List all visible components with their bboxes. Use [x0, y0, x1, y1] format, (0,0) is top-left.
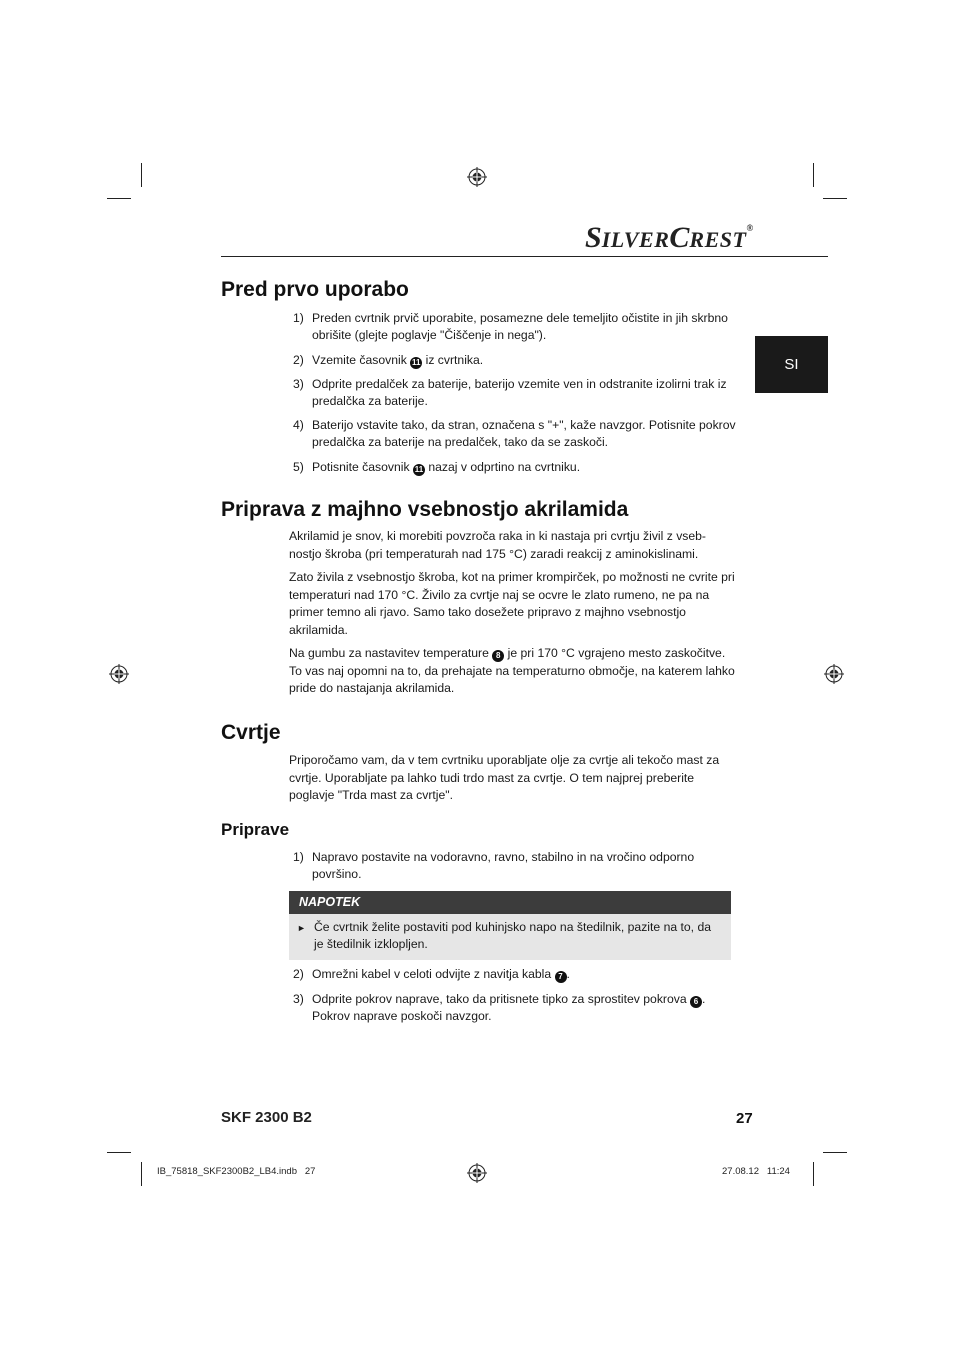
- crop-mark: [813, 163, 814, 187]
- paragraph: [289, 752, 735, 805]
- registration-mark-icon: [467, 1163, 487, 1183]
- crop-mark: [141, 1162, 142, 1186]
- brand-logo: [585, 221, 754, 254]
- print-slug-date: 27.08.12 11:24: [722, 1166, 790, 1177]
- paragraph-text: Akrilamid je snov, ki morebiti povzroča raka in ki nastaja pri cvrtju živil z vseb-nostjo škroba (pri temperaturah nad 175 °C) zaradi reakcij z aminokislinami.: [289, 529, 706, 561]
- crop-mark: [823, 198, 847, 199]
- crop-mark: [107, 198, 131, 199]
- item-text: Omrežni kabel v celoti odvijte z navitja kabla: [312, 967, 552, 981]
- brand-text: ILVER: [601, 227, 670, 252]
- arrow-bullet-icon: ►: [297, 923, 306, 933]
- item-text: Napravo postavite na vodoravno, ravno, stabilno in na vročino odporno površino.: [312, 850, 695, 881]
- registration-mark-icon: [109, 664, 129, 684]
- part-reference-icon: 11: [414, 465, 424, 474]
- note-box: [289, 914, 731, 960]
- item-text: . Pokrov naprave poskoči navzgor.: [312, 992, 706, 1023]
- item-text: Odprite pokrov naprave, tako da pritisnete tipko za sprostitev pokrova: [312, 992, 687, 1006]
- list-item: [293, 417, 738, 451]
- item-text: Odprite predalček za baterije, baterijo vzemite ven in odstranite izolirni trak iz predalčka za baterije.: [312, 377, 727, 408]
- note-header: [289, 891, 731, 914]
- subsection-title: Priprave: [221, 820, 290, 839]
- item-text: .: [566, 967, 570, 981]
- model-number: SKF 2300 B2: [221, 1109, 312, 1126]
- header-rule: [221, 256, 828, 257]
- item-number: 1): [293, 311, 304, 325]
- list-item: [293, 991, 738, 1025]
- language-tab: [755, 336, 828, 393]
- crop-mark: [813, 1162, 814, 1186]
- item-number: 3): [293, 992, 304, 1006]
- item-number: 2): [293, 353, 304, 367]
- note-text: Če cvrtnik želite postaviti pod kuhinjsko napo na štedilnik, pazite na to, da je štedilnik izklopljen.: [314, 920, 711, 951]
- list-item: [293, 352, 738, 369]
- part-reference-icon: 11: [411, 358, 421, 367]
- crop-mark: [141, 163, 142, 187]
- language-label: SI: [784, 356, 799, 373]
- part-reference-icon: 7: [555, 971, 567, 983]
- item-number: 5): [293, 460, 304, 474]
- list-item: [293, 310, 738, 344]
- item-text: Preden cvrtnik prvič uporabite, posamezne dele temeljito očistite in jih skrbno obrišite (glejte poglavje "Čiščenje in nega").: [312, 311, 728, 342]
- list-item: [293, 966, 738, 983]
- page-number: 27: [736, 1110, 753, 1127]
- registration-mark-icon: [467, 167, 487, 187]
- brand-text: REST: [689, 227, 747, 252]
- paragraph: [289, 645, 735, 698]
- list-item: [293, 459, 738, 476]
- paragraph-text: Na gumbu za nastavitev temperature: [289, 646, 489, 660]
- list-item: [293, 376, 738, 410]
- brand-letter: S: [585, 221, 602, 254]
- part-reference-icon: 6: [690, 996, 702, 1008]
- item-text: Vzemite časovnik: [312, 353, 407, 367]
- section-title: Cvrtje: [221, 721, 281, 744]
- registered-mark: ®: [746, 223, 754, 233]
- crop-mark: [823, 1152, 847, 1153]
- item-number: 1): [293, 850, 304, 864]
- item-text: iz cvrtnika.: [425, 353, 484, 367]
- print-slug-file: IB_75818_SKF2300B2_LB4.indb 27: [157, 1166, 316, 1177]
- item-text: Baterijo vstavite tako, da stran, označena s "+", kaže navzgor. Potisnite pokrov predalčka za baterije na predalček, tako da se zaskoči.: [312, 418, 736, 449]
- note-title: NAPOTEK: [299, 895, 361, 909]
- item-number: 4): [293, 418, 304, 432]
- item-number: 2): [293, 967, 304, 981]
- section-title: Priprava z majhno vsebnostjo akrilamida: [221, 498, 629, 521]
- paragraph: [289, 569, 735, 639]
- paragraph-text: Priporočamo vam, da v tem cvrtniku uporabljate olje za cvrtje ali tekočo mast za cvrtje. Uporabljate pa lahko tudi trdo mast za cvrtje. O tem najprej preberite poglavje "Trda mast za cvrtje".: [289, 753, 720, 802]
- section-title: Pred prvo uporabo: [221, 278, 409, 301]
- list-item: [293, 849, 738, 883]
- part-reference-icon: 8: [492, 650, 504, 662]
- paragraph-text: je pri 170 °C vgrajeno mesto zaskočitve. To vas naj opomni na to, da prehajate na temperaturno območje, na katerem lahko pride do nastajanja akrilamida.: [289, 646, 735, 695]
- item-number: 3): [293, 377, 304, 391]
- brand-letter: C: [669, 221, 690, 254]
- crop-mark: [107, 1152, 131, 1153]
- registration-mark-icon: [824, 664, 844, 684]
- item-text: Potisnite časovnik: [312, 460, 410, 474]
- item-text: nazaj v odprtino na cvrtniku.: [428, 460, 581, 474]
- paragraph: [289, 528, 735, 563]
- paragraph-text: Zato živila z vsebnostjo škroba, kot na primer krompirček, po možnosti ne cvrite pri temperaturi nad 170 °C. Živilo za cvrtje naj se ocvre le zlato rumeno, ne pa na primer temno ali rjavo. Samo tako dosežete pripravo z majhno vsebnostjo akrilamida.: [289, 570, 735, 637]
